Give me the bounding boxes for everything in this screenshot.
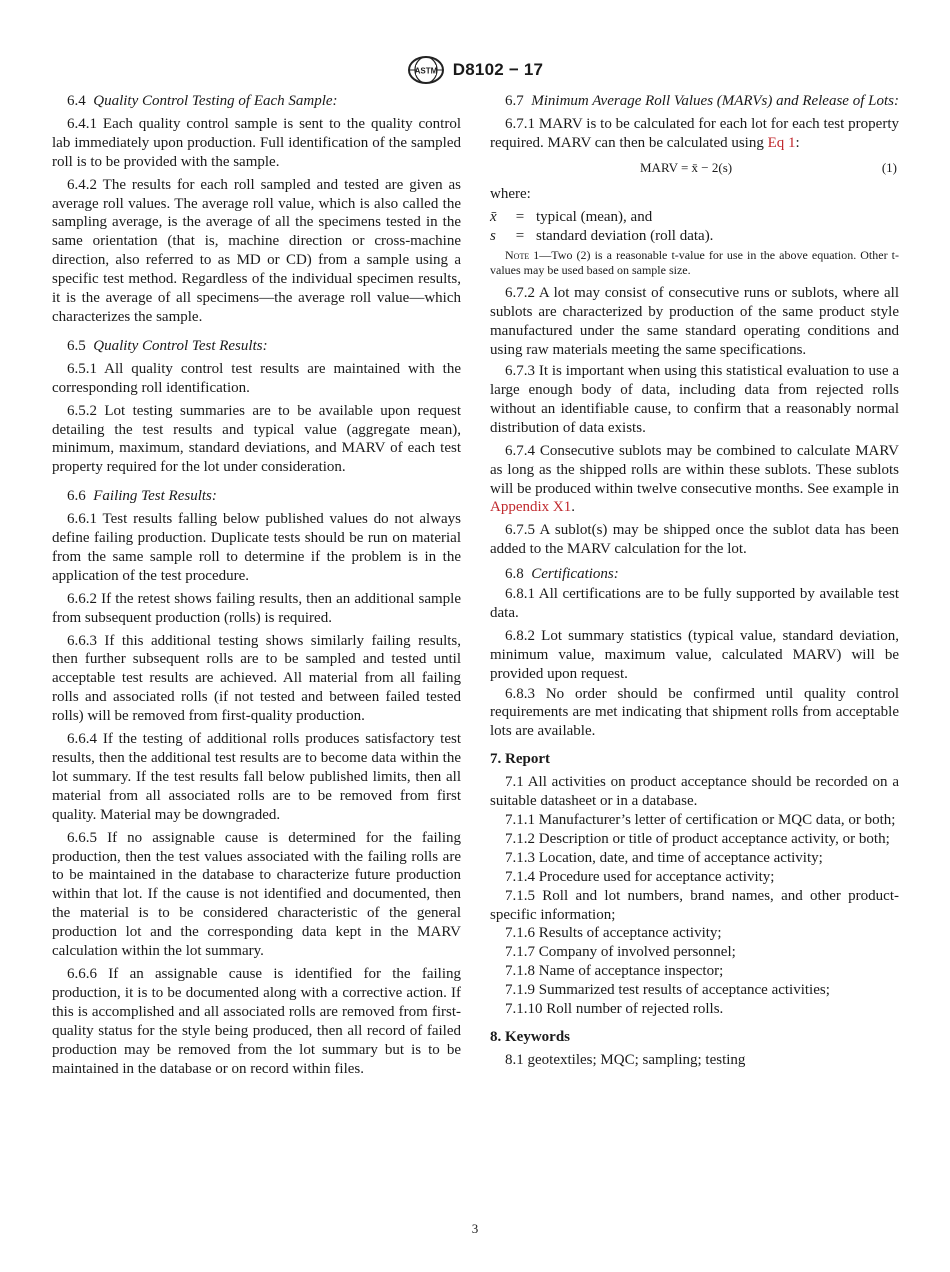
- paragraph-6-8-3: 6.8.3 No order should be confirmed until quality control requirements are met indicating that shipment rolls from acceptable lots are available.: [490, 685, 899, 740]
- paragraph-7-1-6: 7.1.6 Results of acceptance activity;: [505, 925, 722, 942]
- right-column: [490, 92, 899, 1070]
- paragraph-6-7-5: 6.7.5 A sublot(s) may be shipped once the sublot data has been added to the MARV calculation for the lot.: [490, 522, 899, 558]
- paragraph-6-6-4: 6.6.4 If the testing of additional rolls produces satisfactory test results, then the additional test results are to become data within the lot summary. If the test results fall below published limits, then all material from all associated rolls are to be removed from first quality. Material may be downgraded.: [52, 731, 461, 823]
- paragraph-7-1-7: 7.1.7 Company of involved personnel;: [505, 944, 736, 961]
- left-column: [52, 92, 461, 1078]
- paragraph-6-7-4: 6.7.4 Consecutive sublots may be combined to calculate MARV as long as the shipped rolls are within these sublots. These sublots will be produced within twelve consecutive months. See example in Appendix X1.: [490, 442, 899, 516]
- section-6-4-heading: 6.4 Quality Control Testing of Each Sample:: [67, 93, 338, 109]
- paragraph-6-8-2: 6.8.2 Lot summary statistics (typical value, standard deviation, minimum value, maximum value, calculated MARV) will be provided upon request.: [490, 627, 899, 682]
- astm-logo-icon: [407, 55, 445, 85]
- paragraph-8-1: 8.1 geotextiles; MQC; sampling; testing: [505, 1051, 746, 1068]
- section-6-7-heading: 6.7 Minimum Average Roll Values (MARVs) and Release of Lots:: [505, 93, 899, 109]
- paragraph-6-7-2: 6.7.2 A lot may consist of consecutive runs or sublots, where all sublots are characterized by production of the same product style manufactured under the same standard operating conditions and using raw materials meeting the same specifications.: [490, 285, 899, 359]
- section-7-heading: 7. Report: [490, 751, 550, 768]
- section-6-6-heading: 6.6 Failing Test Results:: [67, 488, 217, 505]
- paragraph-6-7-1: 6.7.1 MARV is to be calculated for each lot for each test property required. MARV can then be calculated using Eq 1:: [490, 115, 899, 151]
- appendix-x1-link[interactable]: Appendix X1: [490, 499, 572, 516]
- paragraph-6-6-1: 6.6.1 Test results falling below published values do not always define failing production. Duplicate tests should be run on material from the same sample roll to determine if the problem is in the application of the test procedure.: [52, 511, 461, 584]
- equation-number: (1): [881, 159, 897, 175]
- definition-std-dev: s = standard deviation (roll data).: [490, 227, 714, 244]
- paragraph-6-6-6: 6.6.6 If an assignable cause is identified for the failing production, it is to be documented along with a corrective action. If this is accomplished and all associated rolls are removed from first-quality status for the style being produced, then all record of failed production may be removed from the lot summary but is to be maintained in the database or on record within files.: [52, 965, 461, 1077]
- section-6-5-heading: 6.5 Quality Control Test Results:: [67, 337, 268, 354]
- paragraph-7-1-1: 7.1.1 Manufacturer’s letter of certification or MQC data, or both;: [505, 812, 896, 828]
- paragraph-7-1-2: 7.1.2 Description or title of product acceptance activity, or both;: [505, 830, 890, 847]
- paragraph-7-1-8: 7.1.8 Name of acceptance inspector;: [505, 963, 724, 980]
- paragraph-7-1-4: 7.1.4 Procedure used for acceptance activity;: [505, 868, 775, 885]
- where-label: where:: [490, 185, 531, 202]
- eq-1-link[interactable]: Eq 1: [767, 134, 796, 151]
- paragraph-6-5-2: 6.5.2 Lot testing summaries are to be available upon request detailing the test results and typical value (aggregate mean), minimum, maximum, standard deviations, and MARV of each test property required for the lot under consideration.: [52, 402, 461, 476]
- note-1: Note 1—Two (2) is a reasonable t-value for use in the above equation. Other t-values may be used based on sample size.: [490, 248, 899, 278]
- paragraph-6-6-5: 6.6.5 If no assignable cause is determined for the failing production, then the test values associated with the failing rolls are to be maintained in the database to characterize future production within that lot. If the cause is not identified and documented, then the material is to be considered characteristic of the general production lot and the corresponding data kept in the MARV calculation within the lot summary.: [52, 829, 461, 960]
- document-id: D8102 − 17: [452, 60, 544, 79]
- paragraph-7-1: 7.1 All activities on product acceptance should be recorded on a suitable datasheet or in a database.: [490, 774, 899, 810]
- page-number: 3: [471, 1221, 479, 1236]
- equation-1: [490, 155, 899, 181]
- page-header: [0, 55, 950, 85]
- paragraph-6-4-2: 6.4.2 The results for each roll sampled and tested are given as average roll values. The average roll value, which is also called the sampling average, is the average of all the specimens tested in the same orientation (that is, machine direction or cross-machine direction, also referred to as MD or CD) from a sample using a specific test method. Regardless of the individual specimen results, it is the average of all specimens—the average roll value—which characterizes the sample.: [52, 176, 461, 325]
- paragraph-6-6-3: 6.6.3 If this additional testing shows similarly failing results, then further subsequent rolls are to be sampled and tested until acceptable test results are achieved. All material from all failing rolls and associated rolls (if not tested and between failed tested rolls) will be removed from first-quality production.: [52, 632, 461, 725]
- section-8-heading: 8. Keywords: [490, 1028, 570, 1045]
- paragraph-7-1-10: 7.1.10 Roll number of rejected rolls.: [505, 1001, 724, 1018]
- paragraph-7-1-9: 7.1.9 Summarized test results of acceptance activities;: [505, 982, 830, 999]
- paragraph-7-1-3: 7.1.3 Location, date, and time of acceptance activity;: [505, 849, 823, 866]
- equation-formula: MARV = x̄ − 2(s): [640, 159, 733, 175]
- section-6-8-heading: 6.8 Certifications:: [505, 566, 619, 583]
- paragraph-6-5-1: 6.5.1 All quality control test results are maintained with the corresponding roll identification.: [52, 360, 461, 396]
- definition-mean: x̄ = typical (mean), and: [490, 208, 653, 225]
- paragraph-6-7-3: 6.7.3 It is important when using this statistical evaluation to use a large enough body of data, including data from rejected rolls without an identifiable cause, to confirm that a reasonably normal distribution of data exists.: [490, 363, 899, 436]
- paragraph-6-6-2: 6.6.2 If the retest shows failing results, then an additional sample from subsequent production (rolls) is required.: [52, 590, 461, 626]
- paragraph-7-1-5: 7.1.5 Roll and lot numbers, brand names, and other product-specific information;: [490, 887, 899, 923]
- svg-text:ASTM: ASTM: [414, 66, 438, 76]
- paragraph-6-8-1: 6.8.1 All certifications are to be fully supported by available test data.: [490, 586, 899, 621]
- paragraph-6-4-1: 6.4.1 Each quality control sample is sent to the quality control lab immediately upon production. Full identification of the sampled roll is to be provided with the sample.: [52, 115, 461, 170]
